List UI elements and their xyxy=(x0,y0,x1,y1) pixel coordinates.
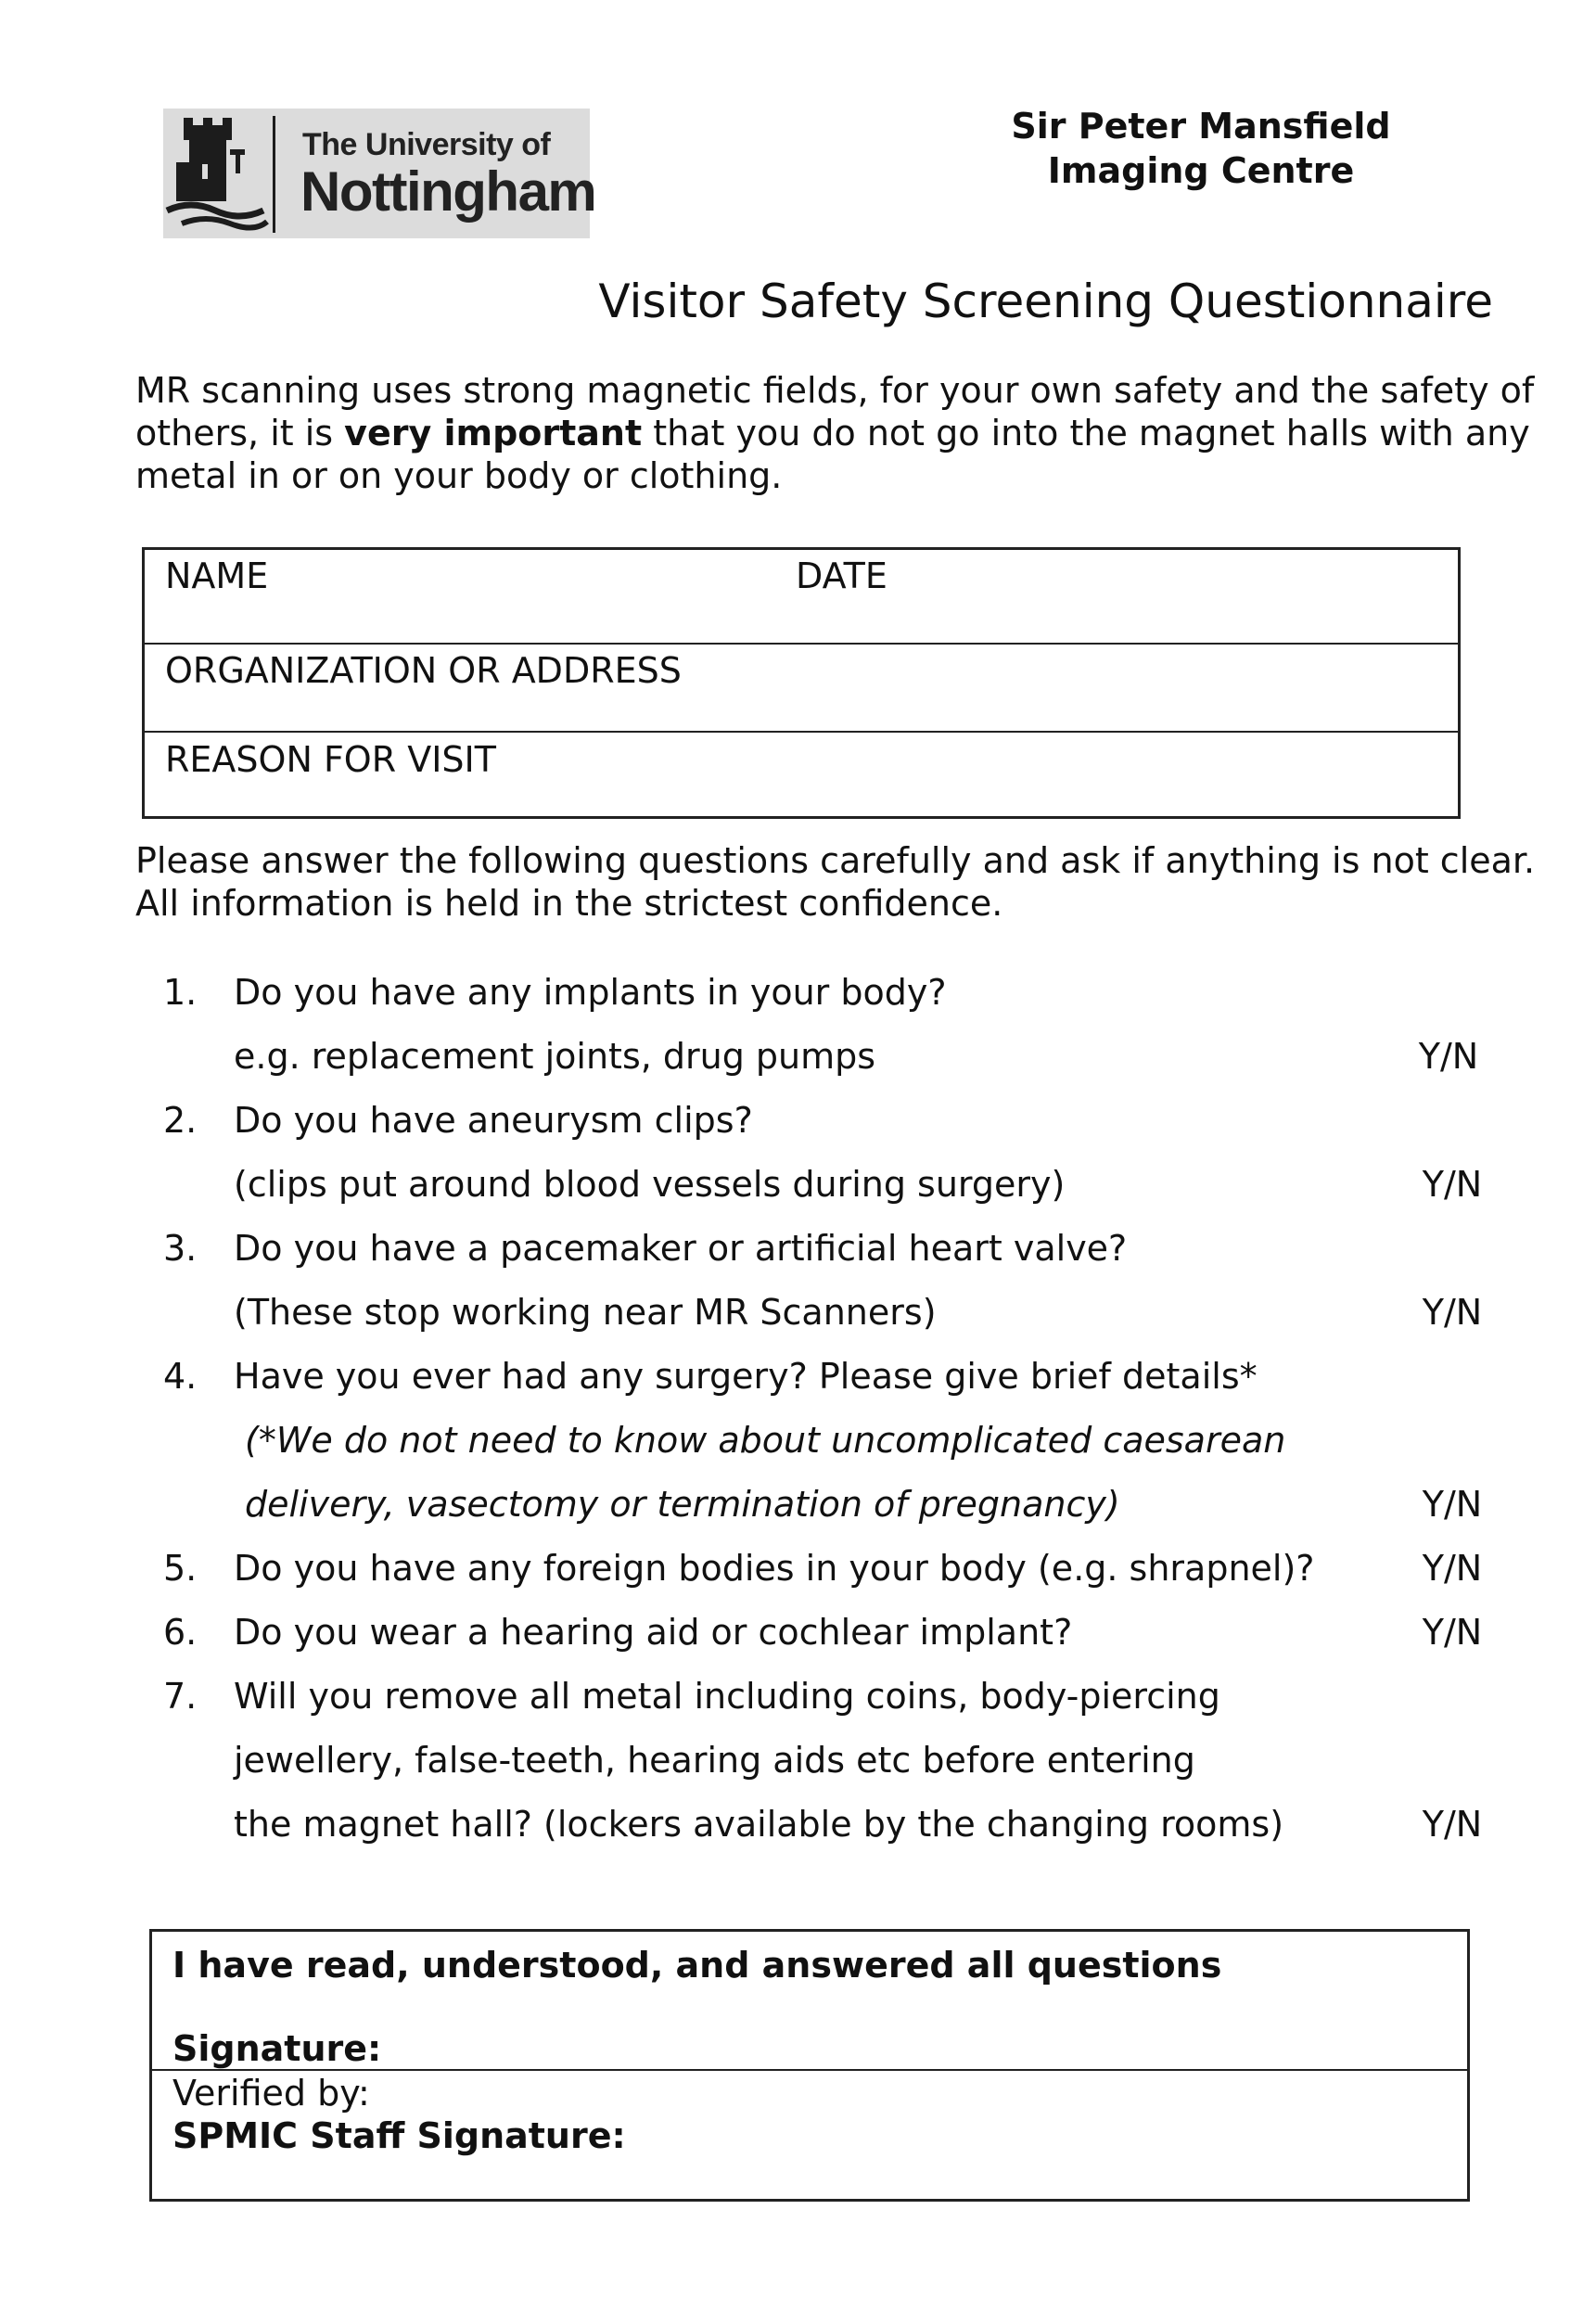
instructions-line2: All information is held in the strictest confidence. xyxy=(135,883,1003,924)
organization-label: ORGANIZATION OR ADDRESS xyxy=(165,650,682,691)
question-text: Do you have any implants in your body? xyxy=(234,972,947,1013)
instructions-line1: Please answer the following questions carefully and ask if anything is not clear. xyxy=(135,840,1536,881)
intro-text-2: that you do not go into the magnet halls with any metal in or on your body or clothing. xyxy=(135,413,1530,496)
answer-yn[interactable]: Y/N xyxy=(1422,1484,1483,1525)
question-text: Do you have any foreign bodies in your body (e.g. shrapnel)? xyxy=(234,1548,1315,1589)
declaration-divider xyxy=(152,2069,1467,2071)
verified-label: Verified by: xyxy=(172,2073,370,2114)
question-text: Do you wear a hearing aid or cochlear implant? xyxy=(234,1612,1073,1653)
question-text: Will you remove all metal including coins, body-piercing xyxy=(234,1676,1220,1717)
intro-paragraph xyxy=(135,369,1545,497)
answer-yn[interactable]: Y/N xyxy=(1422,1804,1483,1845)
question-number: 2. xyxy=(163,1100,198,1141)
centre-line1: Sir Peter Mansfield xyxy=(1011,106,1391,147)
staff-signature-label: SPMIC Staff Signature: xyxy=(172,2115,626,2156)
name-label: NAME xyxy=(165,556,269,596)
logo-divider xyxy=(273,116,275,233)
question-note: delivery, vasectomy or termination of pregnancy) xyxy=(245,1484,1120,1525)
declaration-box xyxy=(149,1929,1470,2202)
question-number: 6. xyxy=(163,1612,198,1653)
declaration-statement: I have read, understood, and answered all questions xyxy=(172,1945,1222,1986)
castle-emblem-icon xyxy=(163,109,273,238)
instructions xyxy=(135,839,1582,925)
intro-bold: very important xyxy=(344,413,643,453)
answer-yn[interactable]: Y/N xyxy=(1422,1292,1483,1333)
question-number: 7. xyxy=(163,1676,198,1717)
date-label: DATE xyxy=(796,556,887,596)
page-title: Visitor Safety Screening Questionnaire xyxy=(598,275,1493,328)
question-number: 1. xyxy=(163,972,198,1013)
table-divider xyxy=(145,643,1458,645)
university-logo xyxy=(163,109,596,238)
visitor-info-table xyxy=(142,547,1461,819)
question-text: the magnet hall? (lockers available by the changing rooms) xyxy=(234,1804,1284,1845)
question-text: Have you ever had any surgery? Please give brief details* xyxy=(234,1356,1258,1397)
question-number: 5. xyxy=(163,1548,198,1589)
question-text: Do you have aneurysm clips? xyxy=(234,1100,753,1141)
logo-line2: Nottingham xyxy=(300,160,596,223)
logo-line1: The University of xyxy=(302,127,551,162)
answer-yn[interactable]: Y/N xyxy=(1422,1612,1483,1653)
question-text: Do you have a pacemaker or artificial heart valve? xyxy=(234,1228,1128,1269)
table-divider xyxy=(145,731,1458,733)
question-text: jewellery, false-teeth, hearing aids etc before entering xyxy=(234,1740,1195,1781)
question-detail: (clips put around blood vessels during surgery) xyxy=(234,1164,1066,1205)
question-number: 4. xyxy=(163,1356,198,1397)
question-note: (*We do not need to know about uncomplicated caesarean xyxy=(245,1420,1286,1461)
centre-name xyxy=(955,104,1447,193)
centre-line2: Imaging Centre xyxy=(1047,150,1355,191)
signature-label: Signature: xyxy=(172,2028,382,2069)
question-detail: (These stop working near MR Scanners) xyxy=(234,1292,937,1333)
answer-yn[interactable]: Y/N xyxy=(1422,1548,1483,1589)
answer-yn[interactable]: Y/N xyxy=(1418,1036,1479,1077)
intro-text-1: MR scanning uses strong magnetic fields, for your own safety and the safety of others, it is xyxy=(135,370,1535,453)
question-number: 3. xyxy=(163,1228,198,1269)
answer-yn[interactable]: Y/N xyxy=(1422,1164,1483,1205)
question-detail: e.g. replacement joints, drug pumps xyxy=(234,1036,876,1077)
reason-label: REASON FOR VISIT xyxy=(165,739,496,780)
